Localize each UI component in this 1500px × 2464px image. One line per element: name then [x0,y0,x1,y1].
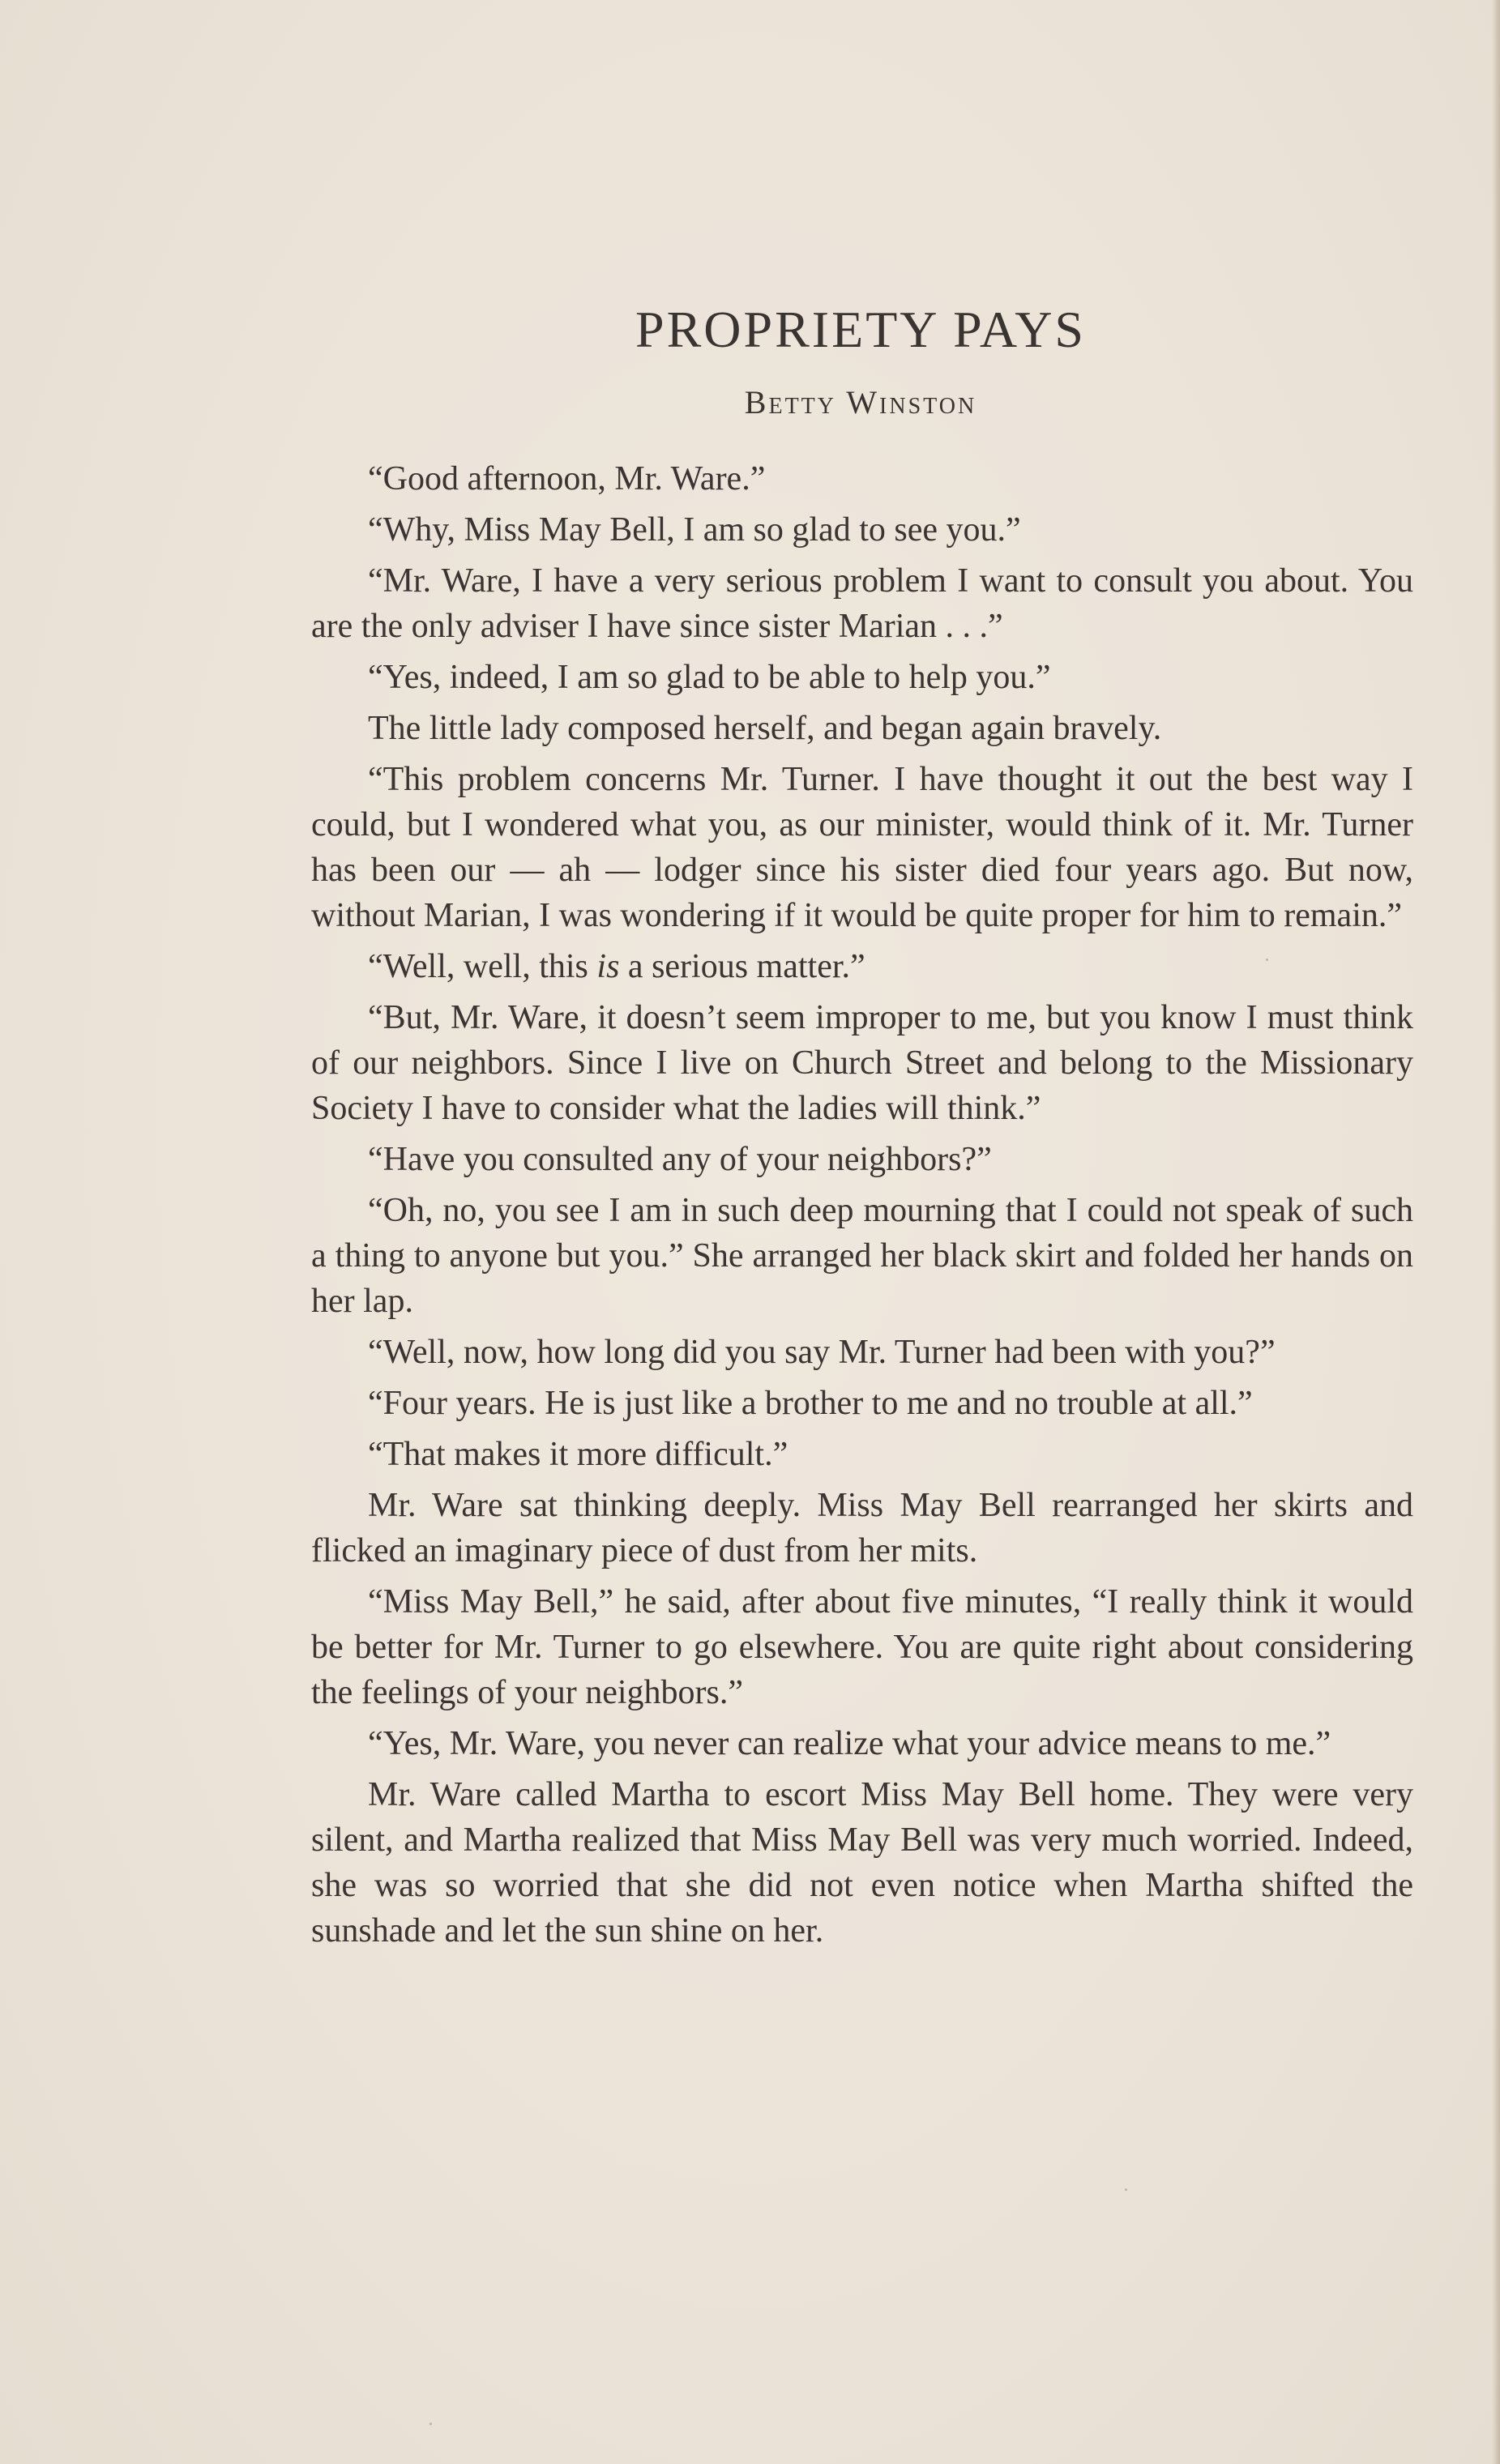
paragraph: Mr. Ware sat thinking deeply. Miss May Bell rearranged her skirts and flicked an imaginary piece of dust from her mits. [311,1487,1413,1569]
paragraph: “Oh, no, you see I am in such deep mourning that I could not speak of such a thing to anyone but you.” She arranged her black skirt and folded her hands on her lap. [311,1192,1413,1320]
paragraph: “Good afternoon, Mr. Ware.” [368,460,766,497]
paragraph: “This problem concerns Mr. Turner. I have thought it out the best way I could, but I wondered what you, as our minister, would think of it. Mr. Turner has been our — ah — lodger since his sister died four years ago. But now, without Marian, I was wondering if it would be quite proper for him to remain.” [311,761,1413,934]
paragraph: “But, Mr. Ware, it doesn’t seem improper to me, but you know I must think of our neighbors. Since I live on Church Street and belong to the Missionary Society I have to consider what the ladies will think.” [311,999,1413,1127]
story-body [311,456,1413,1954]
paper-speck [429,2423,432,2425]
paragraph: “That makes it more difficult.” [368,1436,788,1473]
paragraph: “Yes, Mr. Ware, you never can realize what your advice means to me.” [368,1725,1331,1762]
paragraph: “Yes, indeed, I am so glad to be able to help you.” [368,659,1051,696]
page-edge-shadow [1492,0,1500,2464]
paper-speck [1266,959,1268,961]
story-author: Betty Winston [744,384,977,421]
paragraph: “Why, Miss May Bell, I am so glad to see you.” [368,511,1021,549]
paragraph: The little lady composed herself, and began again bravely. [368,710,1162,747]
paragraph: “Miss May Bell,” he said, after about five minutes, “I really think it would be better for Mr. Turner to go elsewhere. You are quite right about considering the feelings of your neighbors.” [311,1583,1413,1711]
paragraph: “Four years. He is just like a brother to me and no trouble at all.” [368,1385,1253,1422]
paragraph: “Well, now, how long did you say Mr. Turner had been with you?” [368,1334,1276,1371]
paragraph: “Mr. Ware, I have a very serious problem I want to consult you about. You are the only adviser I have since sister Marian . . .” [311,562,1413,645]
paragraph: Mr. Ware called Martha to escort Miss May Bell home. They were very silent, and Martha realized that Miss May Bell was very much worried. Indeed, she was so worried that she did not even notice when Martha shifted the sunshade and let the sun shine on her. [311,1776,1413,1949]
paper-speck [1125,2189,1127,2191]
emphasis-word: is [596,948,620,985]
paragraph: “Have you consulted any of your neighbors?” [368,1141,992,1178]
story-title: PROPRIETY PAYS [635,301,1086,358]
paragraph-emphasis: “Well, well, this is a serious matter.” [368,948,865,985]
